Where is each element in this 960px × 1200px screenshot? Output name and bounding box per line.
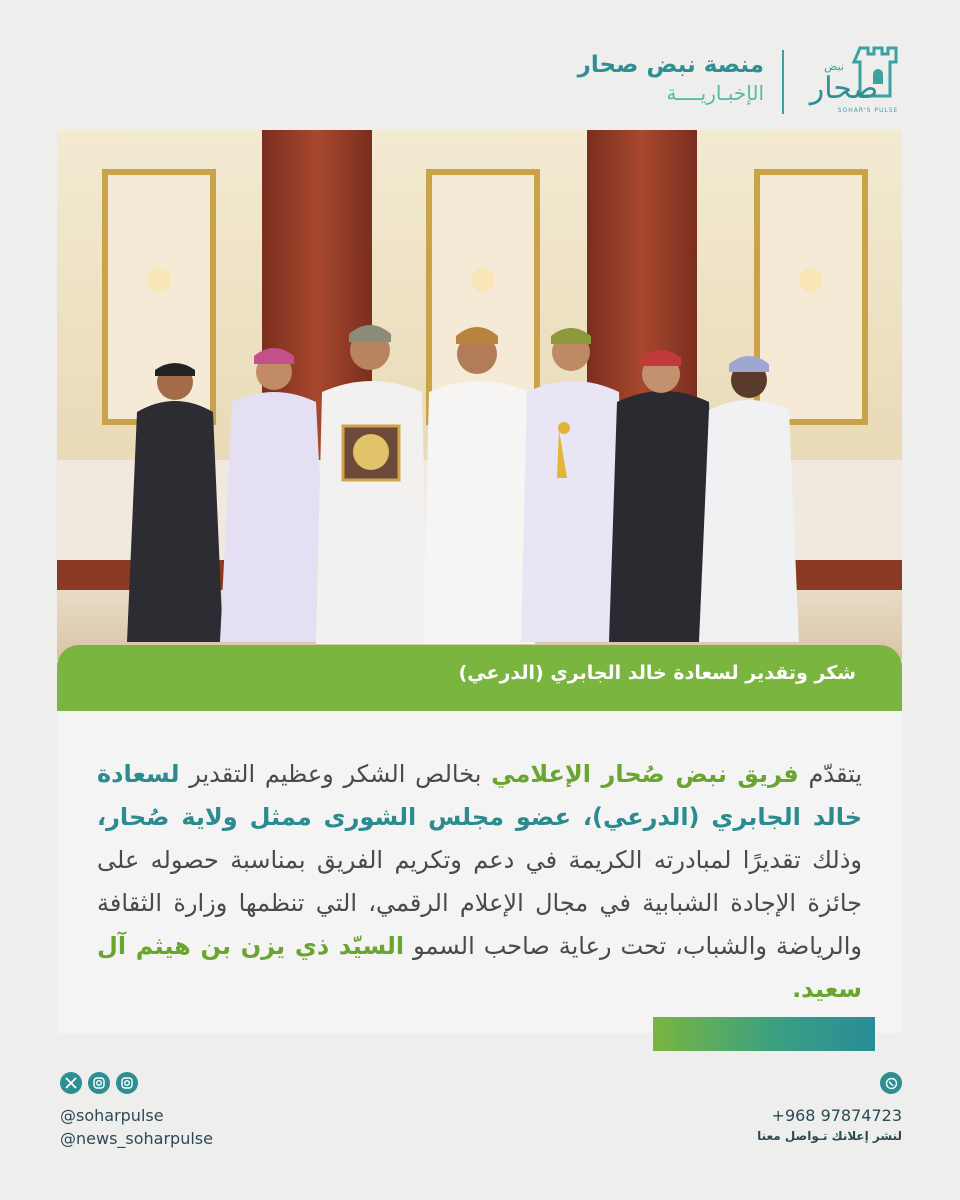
body-text-b: بخالص الشكر وعظيم التقدير <box>179 760 492 788</box>
instagram-icon[interactable] <box>88 1072 110 1094</box>
logo-small: نبض <box>824 60 844 73</box>
body-text-c: وذلك تقديرًا لمبادرته الكريمة في دعم وتكريم الفريق بمناسبة حصوله على جائزة الإجادة الشبابية في مجال الإعلام الرقمي، التي تنظمها وزارة الثقافة والرياضة والشباب، تحت رعاية صاحب السمو <box>97 846 862 960</box>
contact-note: لنشر إعلانك تـواصل معنا <box>757 1129 902 1143</box>
group-photo-illustration <box>57 130 902 660</box>
instagram-icon[interactable] <box>116 1072 138 1094</box>
accent-bar <box>653 1017 875 1051</box>
logo-wordmark: صحار <box>809 71 879 106</box>
title-band <box>57 645 902 711</box>
body-text-a: يتقدّم <box>798 760 863 788</box>
phone-number[interactable]: +968 97874723 <box>771 1106 902 1125</box>
post-title: شكر وتقدير لسعادة خالد الجابري (الدرعي) <box>458 662 856 684</box>
logo-caption: SOHAR'S PULSE <box>837 107 899 114</box>
whatsapp-icon[interactable] <box>880 1072 902 1094</box>
contact-block <box>757 1104 902 1145</box>
team-name: فريق نبض صُحار الإعلامي <box>491 760 799 788</box>
brand-tagline: الإخبـاريــــة <box>666 81 764 105</box>
honoree-name: لسعادة خالد الجابري (الدرعي)، عضو مجلس الشورى ممثل ولاية صُحار، <box>97 760 862 831</box>
x-icon[interactable] <box>60 1072 82 1094</box>
group-photo <box>57 130 902 660</box>
body-paragraph <box>97 753 862 1011</box>
header <box>0 0 960 130</box>
wall-frame <box>757 172 865 422</box>
social-icons <box>60 1072 138 1094</box>
social-handles <box>60 1104 213 1150</box>
brand-divider <box>782 50 784 114</box>
brand-logo <box>800 44 904 116</box>
brand-text <box>578 50 764 106</box>
body-card <box>57 711 902 1033</box>
handle-primary[interactable]: @soharpulse <box>60 1106 164 1125</box>
handle-secondary[interactable]: @news_soharpulse <box>60 1129 213 1148</box>
brand-name: منصة نبض صحار <box>577 52 764 78</box>
patron-name: السيّد ذي يزن بن هيثم آل سعيد. <box>97 932 862 1003</box>
